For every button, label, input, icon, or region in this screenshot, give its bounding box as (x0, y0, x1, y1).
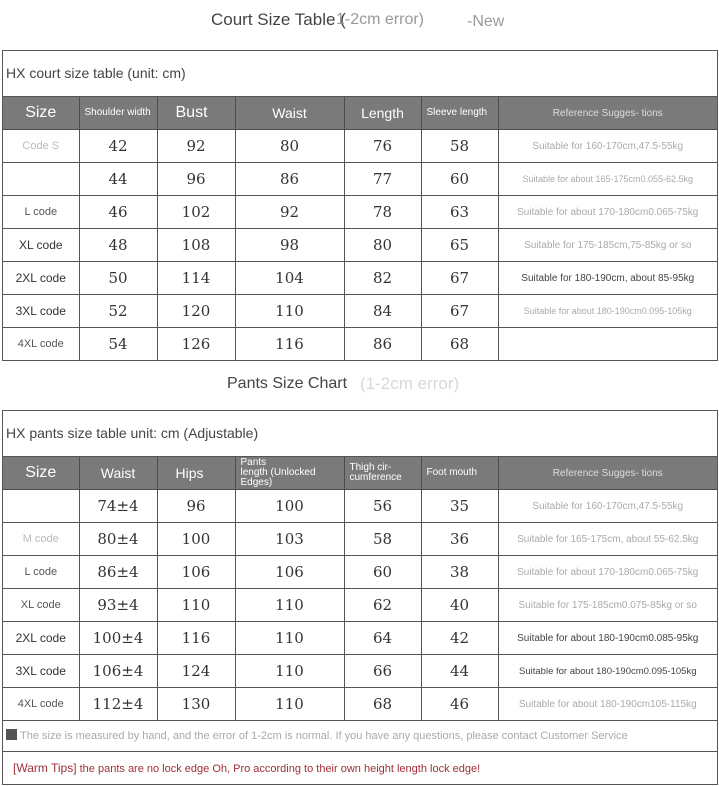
waist-value: 100±4 (79, 622, 157, 655)
court-title-new: -New (467, 13, 505, 30)
table-row (3, 163, 717, 196)
reference-value: Suitable for about 180-190cm105-115kg (518, 698, 697, 710)
pants-length-value: 110 (235, 622, 344, 655)
waist-value: 110 (235, 295, 344, 328)
sleeve-value: 67 (421, 295, 498, 328)
hips-value: 100 (157, 523, 235, 556)
pants-header-row (3, 457, 717, 490)
length-value: 84 (344, 295, 421, 328)
table-row (3, 688, 717, 721)
col-shoulder-width: Shoulder width (79, 97, 157, 130)
size-code: XL code (3, 229, 79, 262)
table-row (3, 196, 717, 229)
table-row (3, 556, 717, 589)
shoulder-value: 46 (79, 196, 157, 229)
col-foot-mouth: Foot mouth (421, 457, 498, 490)
reference-value: Suitable for about 180-190cm0.085-95kg (498, 622, 717, 655)
pants-length-value: 100 (235, 490, 344, 523)
waist-value: 98 (235, 229, 344, 262)
reference-value: Suitable for about 170-180cm0.065-75kg (498, 556, 717, 589)
foot-mouth-value: 46 (421, 688, 498, 721)
bust-value: 102 (157, 196, 235, 229)
pants-footer (3, 720, 717, 784)
reference-value: Suitable for 160-170cm,47.5-55kg (498, 490, 717, 523)
table-row (3, 655, 717, 688)
size-code: L code (3, 556, 79, 589)
table-row (3, 229, 717, 262)
thigh-value: 60 (344, 556, 421, 589)
foot-mouth-value: 38 (421, 556, 498, 589)
pants-length-label: Pants length (240, 457, 268, 478)
col-hips: Hips (157, 457, 235, 490)
size-code: 4XL code (3, 328, 79, 361)
table-row (3, 295, 717, 328)
size-code: 3XL code (3, 655, 79, 688)
hips-value: 116 (157, 622, 235, 655)
length-value: 78 (344, 196, 421, 229)
court-size-table (2, 50, 718, 361)
size-code (3, 490, 79, 523)
size-code: L code (3, 196, 79, 229)
court-unit-line: HX court size table (unit: cm) (3, 51, 717, 97)
foot-mouth-value: 35 (421, 490, 498, 523)
shoulder-value: 54 (79, 328, 157, 361)
warm-tips (3, 752, 717, 784)
court-title-error: 1-2cm error) (336, 11, 425, 28)
reference-value: Suitable for about 170-180cm0.065-75kg (498, 196, 717, 229)
bust-value: 114 (157, 262, 235, 295)
shoulder-value: 42 (79, 130, 157, 163)
waist-value: 112±4 (79, 688, 157, 721)
waist-value: 93±4 (79, 589, 157, 622)
col-waist: Waist (79, 457, 157, 490)
size-code: Code S (3, 130, 79, 163)
table-row (3, 490, 717, 523)
waist-value: 116 (235, 328, 344, 361)
court-title-text: Court Size Table ( (211, 10, 346, 29)
thigh-value: 58 (344, 523, 421, 556)
foot-mouth-value: 40 (421, 589, 498, 622)
bust-value: 126 (157, 328, 235, 361)
sleeve-value: 68 (421, 328, 498, 361)
pants-title (0, 375, 719, 399)
pants-title-text: Pants Size Chart (227, 375, 348, 392)
col-waist: Waist (235, 97, 344, 130)
size-code: 3XL code (3, 295, 79, 328)
pants-length-value: 106 (235, 556, 344, 589)
pants-unit-line: HX pants size table unit: cm (Adjustable) (3, 411, 717, 457)
square-bullet-icon (6, 729, 17, 740)
shoulder-value: 48 (79, 229, 157, 262)
sleeve-value: 65 (421, 229, 498, 262)
length-value: 80 (344, 229, 421, 262)
table-row (3, 589, 717, 622)
col-bust: Bust (157, 97, 235, 130)
size-code: M code (3, 523, 79, 556)
pants-table (3, 457, 717, 720)
reference-value: Suitable for 180-190cm, about 85-95kg (498, 262, 717, 295)
foot-mouth-value: 44 (421, 655, 498, 688)
waist-value: 104 (235, 262, 344, 295)
sleeve-value: 67 (421, 262, 498, 295)
waist-value: 74±4 (79, 490, 157, 523)
thigh-value: 66 (344, 655, 421, 688)
hips-value: 130 (157, 688, 235, 721)
col-size: Size (3, 457, 79, 490)
unlocked-edges-label: (Unlocked Edges) (240, 467, 316, 488)
reference-value: Suitable for 175-185cm0.075-85kg or so (498, 589, 717, 622)
court-table (3, 97, 717, 360)
reference-value: Suitable for 160-170cm,47.5-55kg (498, 130, 717, 163)
reference-value: Suitable for about 180-190cm0.095-105kg (498, 655, 717, 688)
table-row (3, 328, 717, 361)
bust-value: 96 (157, 163, 235, 196)
bust-value: 108 (157, 229, 235, 262)
waist-value: 80±4 (79, 523, 157, 556)
thigh-value: 64 (344, 622, 421, 655)
bust-value: 120 (157, 295, 235, 328)
length-value: 82 (344, 262, 421, 295)
reference-value: Suitable for 175-185cm,75-85kg or so (498, 229, 717, 262)
table-row (3, 523, 717, 556)
length-value: 86 (344, 328, 421, 361)
court-title (0, 10, 719, 34)
length-value: 76 (344, 130, 421, 163)
col-sleeve-length: Sleeve length (421, 97, 498, 130)
col-reference: Reference Sugges- tions (498, 457, 717, 490)
foot-mouth-value: 36 (421, 523, 498, 556)
size-code (3, 163, 79, 196)
waist-value: 106±4 (79, 655, 157, 688)
court-header-row (3, 97, 717, 130)
sleeve-value: 58 (421, 130, 498, 163)
hips-value: 106 (157, 556, 235, 589)
table-row (3, 622, 717, 655)
thigh-value: 56 (344, 490, 421, 523)
reference-value: Suitable for 165-175cm, about 55-62.5kg (498, 523, 717, 556)
pants-length-value: 110 (235, 655, 344, 688)
waist-value: 92 (235, 196, 344, 229)
pants-length-value: 110 (235, 688, 344, 721)
size-code: 2XL code (3, 262, 79, 295)
sleeve-value: 63 (421, 196, 498, 229)
warm-tips-tag: [Warm Tips] (13, 761, 77, 775)
pants-length-value: 103 (235, 523, 344, 556)
col-thigh-circumference: Thigh cir- cumference (344, 457, 421, 490)
thigh-value: 62 (344, 589, 421, 622)
sleeve-value: 60 (421, 163, 498, 196)
size-code: 2XL code (3, 622, 79, 655)
table-row (3, 262, 717, 295)
hips-value: 96 (157, 490, 235, 523)
size-code: XL code (3, 589, 79, 622)
pants-title-error: (1-2cm error) (360, 374, 460, 393)
col-size: Size (3, 97, 79, 130)
col-length: Length (344, 97, 421, 130)
foot-mouth-value: 42 (421, 622, 498, 655)
pants-size-table (2, 410, 718, 785)
size-code: 4XL code (3, 688, 79, 721)
pants-length-value: 110 (235, 589, 344, 622)
hips-value: 124 (157, 655, 235, 688)
warm-tips-text: the pants are no lock edge Oh, Pro according to their own height length lock edge! (79, 763, 481, 775)
measurement-note (3, 721, 717, 752)
col-reference: Reference Sugges- tions (498, 97, 717, 130)
waist-value: 80 (235, 130, 344, 163)
col-pants-length (235, 457, 344, 490)
shoulder-value: 52 (79, 295, 157, 328)
hips-value: 110 (157, 589, 235, 622)
waist-value: 86 (235, 163, 344, 196)
waist-value: 86±4 (79, 556, 157, 589)
measurement-note-text: The size is measured by hand, and the error of 1-2cm is normal. If you have any questions, please contact Customer Service (20, 730, 628, 742)
reference-value (498, 328, 717, 361)
reference-value: Suitable for about 165-175cm0.055-62.5kg (498, 163, 717, 196)
bust-value: 92 (157, 130, 235, 163)
reference-value: Suitable for about 180-190cm0.095-105kg (498, 295, 717, 328)
shoulder-value: 44 (79, 163, 157, 196)
length-value: 77 (344, 163, 421, 196)
thigh-value: 68 (344, 688, 421, 721)
shoulder-value: 50 (79, 262, 157, 295)
table-row (3, 130, 717, 163)
